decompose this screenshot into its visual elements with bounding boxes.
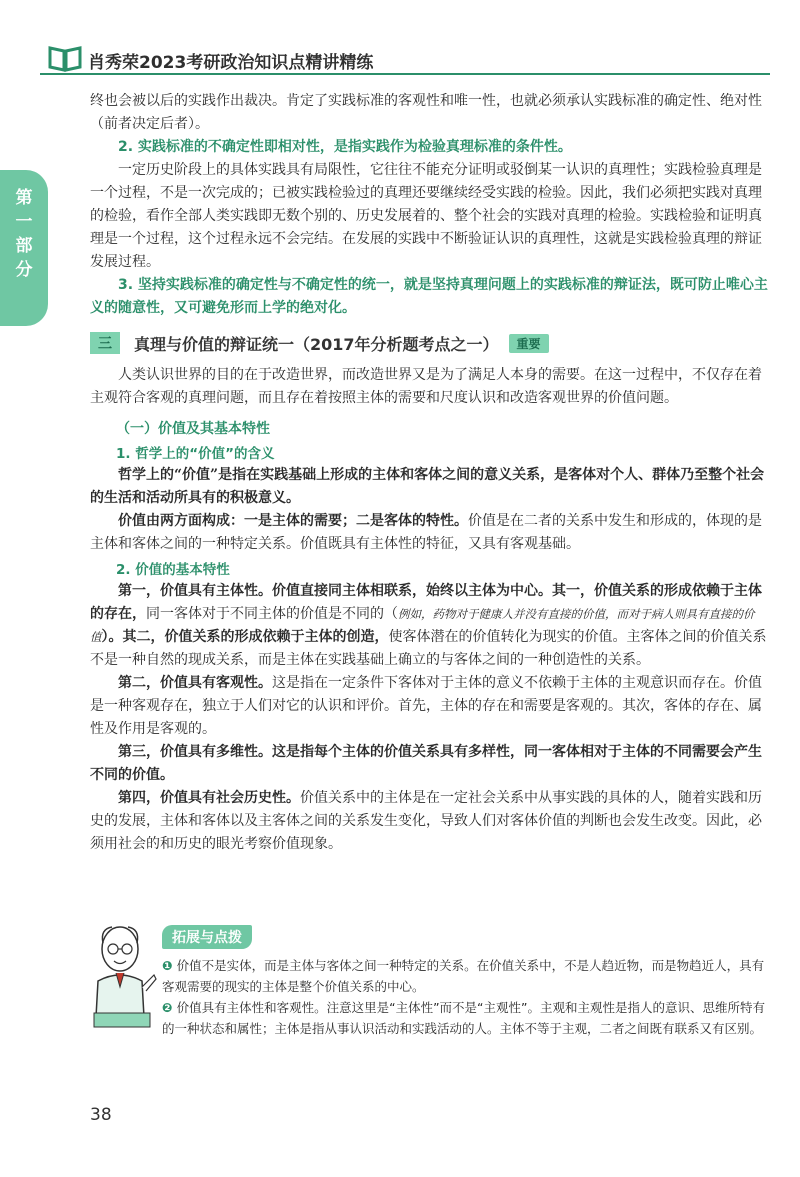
page-number: 38 <box>90 1105 112 1125</box>
section-intro: 人类认识世界的目的在于改造世界，而改造世界又是为了满足人本身的需要。在这一过程中，不仅存在着主观符合客观的真理问题，而且存在着按照主体的需要和尺度认识和改造客观世界的价值问题。 <box>90 367 762 406</box>
definition-paragraph: 哲学上的“价值”是指在实践基础上形成的主体和客体之间的意义关系，是客体对个人、群体乃至整个社会的生活和活动所具有的积极意义。 <box>90 467 765 506</box>
paragraph <box>90 580 770 672</box>
part-side-tab <box>0 170 48 326</box>
extension-text <box>162 955 774 1039</box>
part-label: 第一部分 <box>15 188 33 280</box>
text: 这是指在一定条件下客体对于主体的意义不依赖于主体的主观意识而存在。价值是一种客观存在，独立于人们对它的认识和评价。首先，主体的存在和需要是客观的。其次，客体的存在、属性及作用是客观的。 <box>90 675 762 737</box>
paragraph: 终也会被以后的实践作出裁决。肯定了实践标准的客观性和唯一性，也就必须承认实践标准的确定性、绝对性（前者决定后者）。 <box>90 93 762 132</box>
text: 同一客体对于不同主体的价值是不同的（ <box>146 606 398 622</box>
importance-badge: 重要 <box>509 334 549 353</box>
section-number: 三 <box>90 332 120 354</box>
text: 使客体潜在的价值转化为现实的价值。主客体之间的价值关系不是一种自然的现成关系，而是主体在实践基础上确立的与客体之间的一种创造性的关系。 <box>90 629 767 668</box>
section-title: 真理与价值的辩证统一（2017年分析题考点之一） <box>134 334 499 354</box>
page-header <box>0 0 800 80</box>
item-number: ❷ <box>162 1000 173 1015</box>
header-rule <box>40 73 770 75</box>
item-text: 价值不是实体，而是主体与客体之间一种特定的关系。在价值关系中，不是人趋近物，而是物趋近人，具有客观需要的现实的主体是整个价值关系的中心。 <box>162 958 765 994</box>
paragraph: 一定历史阶段上的具体实践具有局限性，它往往不能充分证明或驳倒某一认识的真理性；实践检验真理是一个过程，不是一次完成的；已被实践检验过的真理还要继续经受实践的检验。因此，我们必须把实践对真理的检验，看作全部人类实践即无数个别的、历史发展着的、整个社会的实践对真理的检验。实践检验和证明真理是一个过程，这个过程永远不会完结。在发展的实践中不断验证认识的真理性，这就是实践检验真理的辩证发展过程。 <box>90 162 762 270</box>
section-header <box>90 328 770 358</box>
text-bold: 第二，价值具有客观性。 <box>118 675 272 691</box>
compose-rest: 价值是在二者的关系中发生和形成的，体现的是主体和客体之间的一种特定关系。价值既具有主体性的特征，又具有客观基础。 <box>90 513 762 552</box>
paragraph <box>90 672 770 741</box>
item-number: ❶ <box>162 958 173 973</box>
example-note: 例如，药物对于健康人并没有直接的价值，而对于病人则具有直接的价值 <box>90 607 755 644</box>
main-content <box>90 90 770 856</box>
compose-lead: 价值由两方面构成：一是主体的需要；二是客体的特性。 <box>118 513 468 529</box>
text-bold: 第一，价值具有主体性。价值直接同主体相联系，始终以主体为中心。其一，价值关系的形成依赖于主体的存在， <box>90 583 762 622</box>
teacher-illustration-icon <box>88 921 158 1031</box>
point-heading: 3. 坚持实践标准的确定性与不确定性的统一，就是坚持真理问题上的实践标准的辩证法，既可防止唯心主义的随意性，又可避免形而上学的绝对化。 <box>90 277 768 316</box>
paragraph <box>90 787 770 856</box>
book-title: 肖秀荣2023考研政治知识点精讲精练 <box>88 53 374 73</box>
extension-item <box>162 997 774 1039</box>
text-bold: ）。其二，价值关系的形成依赖于主体的创造， <box>101 629 389 645</box>
point-heading: 2. 实践标准的不确定性即相对性，是指实践作为检验真理标准的条件性。 <box>118 139 572 155</box>
point-heading: 2. 价值的基本特性 <box>116 562 230 578</box>
open-book-icon <box>48 44 82 72</box>
extension-tag: 拓展与点拨 <box>162 925 252 949</box>
paragraph <box>90 510 770 556</box>
paragraph: 第三，价值具有多维性。这是指每个主体的价值关系具有多样性，同一客体相对于主体的不同需要会产生不同的价值。 <box>90 744 762 783</box>
extension-item <box>162 955 774 997</box>
extension-box <box>88 915 778 1065</box>
subsection-heading: （一）价值及其基本特性 <box>116 421 270 437</box>
text: 价值关系中的主体是在一定社会关系中从事实践的具体的人，随着实践和历史的发展，主体和客体以及主客体之间的关系发生变化，导致人们对客体价值的判断也会发生改变。因此，必须用社会的和历史的眼光考察价值现象。 <box>90 790 762 852</box>
text-bold: 第四，价值具有社会历史性。 <box>118 790 300 806</box>
point-heading: 1. 哲学上的“价值”的含义 <box>116 446 275 462</box>
item-text: 价值具有主体性和客观性。注意这里是“主体性”而不是“主观性”。主观和主观性是指人的意识、思维所特有的一种状态和属性；主体是指从事认识活动和实践活动的人。主体不等于主观，二者之间既有联系又有区别。 <box>162 1000 765 1036</box>
